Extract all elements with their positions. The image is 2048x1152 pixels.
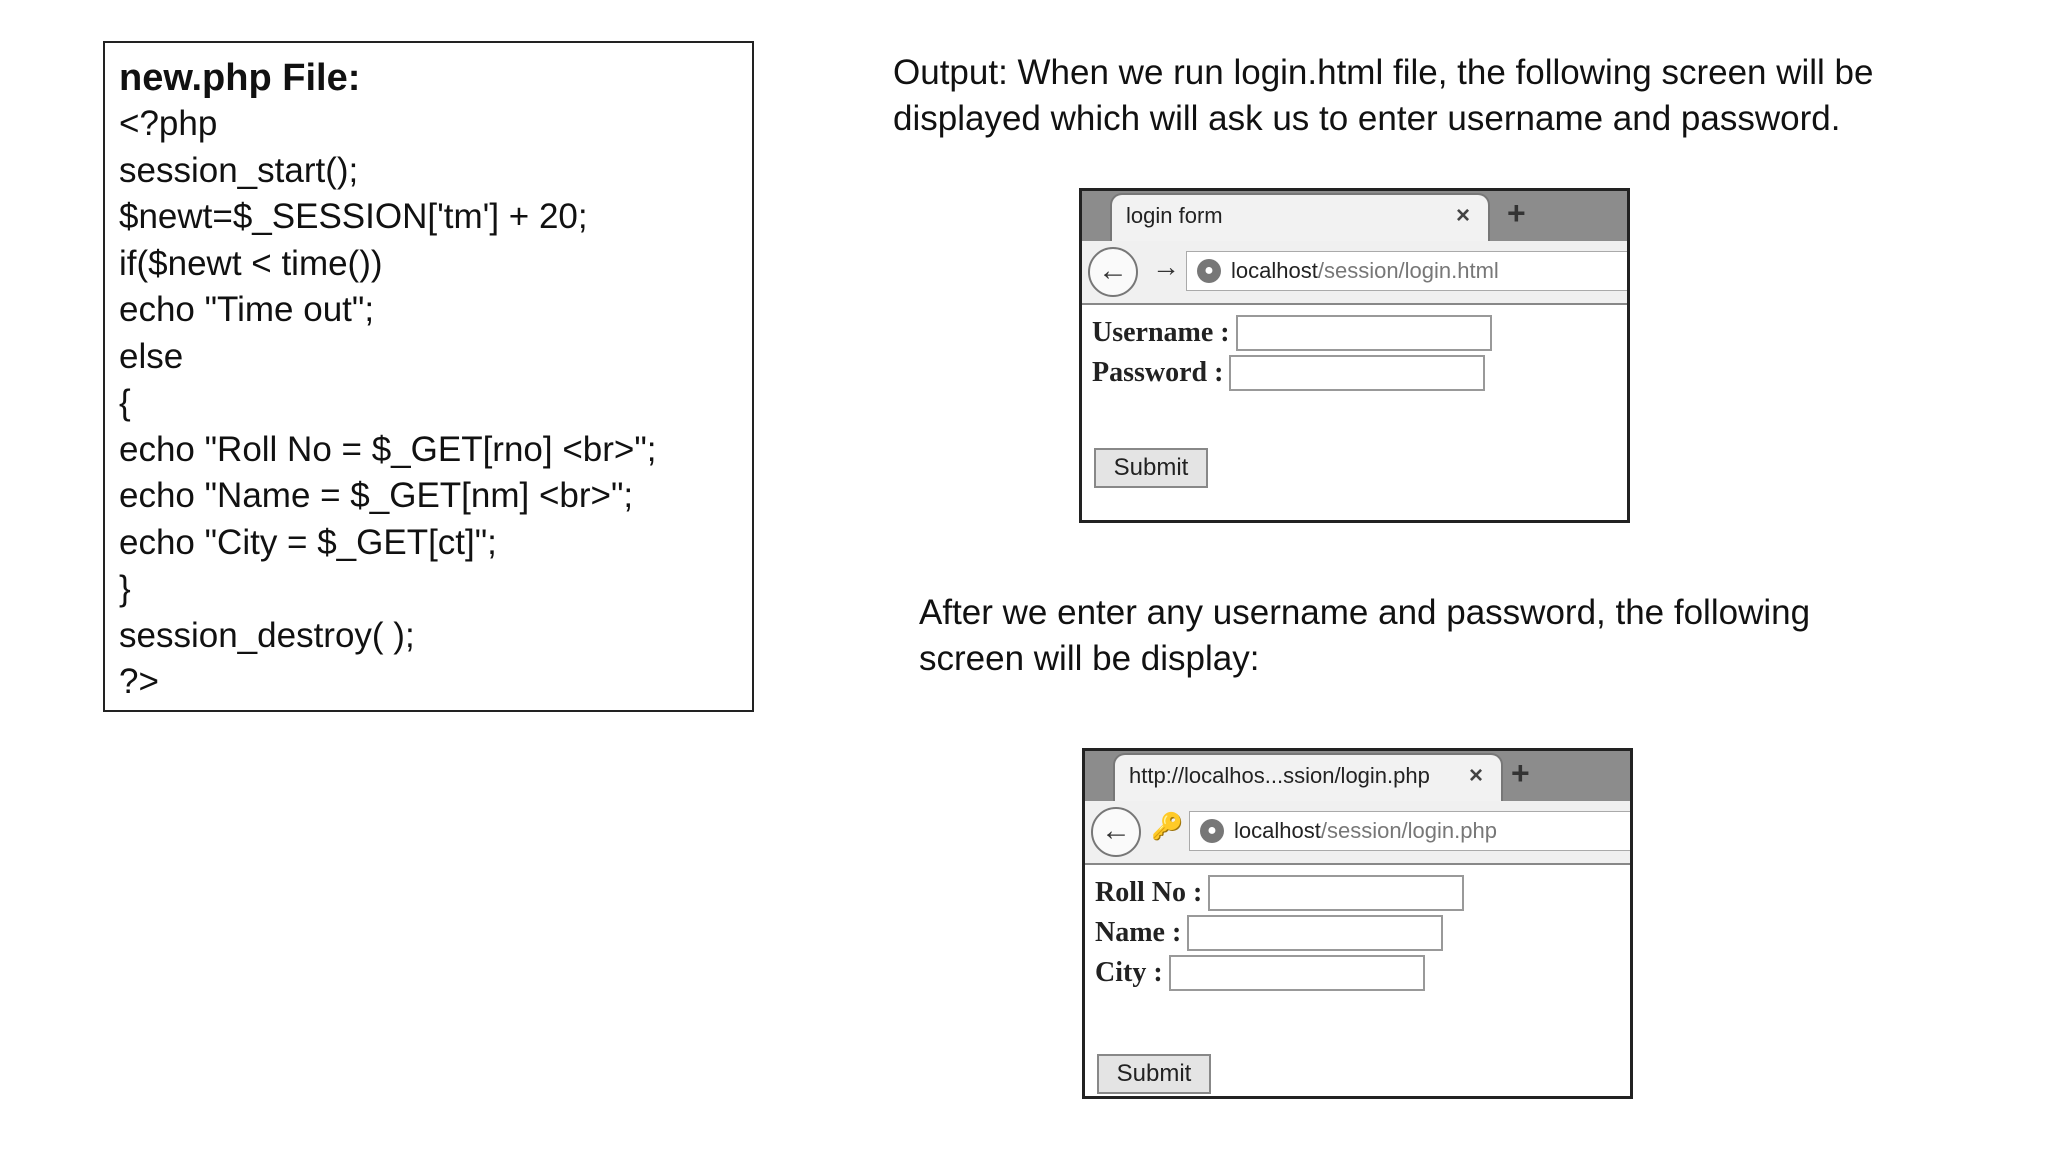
tab-title: http://localhos...ssion/login.php: [1129, 763, 1430, 788]
details-form: [1095, 873, 1464, 993]
submit-button[interactable]: Submit: [1097, 1054, 1211, 1094]
code-line: if($newt < time()): [119, 243, 383, 283]
code-line: session_start();: [119, 150, 359, 190]
code-line: ?>: [119, 662, 159, 701]
output-description: Output: When we run login.html file, the following screen will be displayed which will ask us to enter username and password.: [893, 53, 1874, 138]
code-line: }: [119, 569, 131, 608]
code-line: <?php: [119, 104, 218, 143]
username-field[interactable]: [1236, 315, 1492, 351]
code-line: echo "Roll No = $_GET[rno] <br>";: [119, 429, 657, 469]
globe-icon: ●: [1200, 819, 1224, 843]
code-line: echo "Time out";: [119, 290, 375, 329]
url-path: /session/login.html: [1317, 258, 1499, 283]
after-login-description: After we enter any username and password, the following screen will be display:: [919, 593, 1811, 678]
code-line: session_destroy( );: [119, 615, 415, 655]
address-bar[interactable]: [1186, 251, 1630, 291]
url-host: localhost: [1234, 818, 1321, 843]
close-icon[interactable]: ×: [1468, 762, 1483, 789]
new-tab-icon[interactable]: +: [1507, 195, 1526, 231]
globe-icon: ●: [1197, 259, 1221, 283]
tab-title: login form: [1126, 203, 1223, 228]
url-path: /session/login.php: [1320, 818, 1497, 843]
form-row: [1095, 913, 1464, 953]
browser-tab[interactable]: [1110, 193, 1490, 241]
close-icon[interactable]: ×: [1455, 202, 1470, 229]
address-bar[interactable]: [1189, 811, 1633, 851]
tab-bar: [1082, 191, 1627, 241]
name-field[interactable]: [1187, 915, 1443, 951]
code-line: else: [119, 336, 184, 376]
password-field[interactable]: [1229, 355, 1485, 391]
forward-arrow-icon[interactable]: →: [1152, 251, 1180, 282]
city-field[interactable]: [1169, 955, 1425, 991]
url-host: localhost: [1231, 258, 1318, 283]
code-line: echo "Name = $_GET[nm] <br>";: [119, 476, 634, 515]
login-form: [1092, 313, 1492, 393]
code-listing: [103, 41, 754, 712]
code-line: {: [119, 383, 131, 422]
navigation-bar: [1085, 801, 1630, 865]
browser-tab[interactable]: [1113, 753, 1503, 801]
roll-no-field[interactable]: [1208, 875, 1464, 911]
code-line: echo "City = $_GET[ct]";: [119, 522, 497, 562]
form-row: [1095, 953, 1464, 993]
name-label: Name :: [1095, 917, 1182, 948]
form-row: [1092, 313, 1492, 353]
navigation-bar: [1082, 241, 1627, 305]
key-icon: 🔑: [1151, 811, 1184, 841]
code-title: new.php File:: [119, 57, 361, 99]
details-browser-screenshot: [1082, 748, 1633, 1099]
back-arrow-icon[interactable]: ←: [1091, 807, 1141, 857]
form-row: [1095, 873, 1464, 913]
password-label: Password :: [1092, 357, 1224, 388]
username-label: Username :: [1092, 317, 1230, 348]
tab-bar: [1085, 751, 1630, 801]
login-browser-screenshot: [1079, 188, 1630, 523]
submit-button[interactable]: Submit: [1094, 448, 1208, 488]
roll-no-label: Roll No :: [1095, 877, 1203, 908]
new-tab-icon[interactable]: +: [1511, 755, 1530, 791]
form-row: [1092, 353, 1492, 393]
code-line: $newt=$_SESSION['tm'] + 20;: [119, 197, 588, 236]
city-label: City :: [1095, 957, 1163, 988]
back-arrow-icon[interactable]: ←: [1088, 247, 1138, 297]
